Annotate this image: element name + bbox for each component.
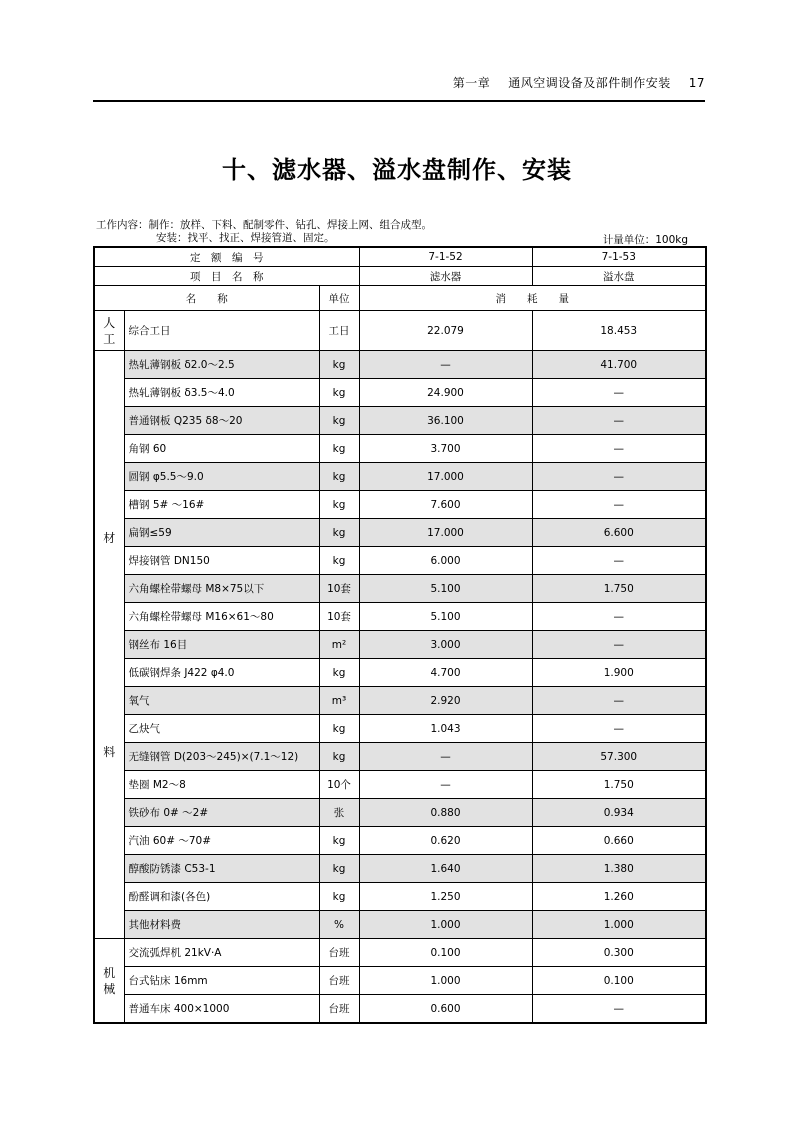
item-name-cell: 钢丝布 16目 (124, 631, 319, 659)
value-cell-2: 41.700 (532, 351, 706, 379)
unit-cell: kg (319, 491, 359, 519)
value-cell-2: 57.300 (532, 743, 706, 771)
item-name-cell: 焊接钢管 DN150 (124, 547, 319, 575)
item-name-cell: 热轧薄钢板 δ3.5～4.0 (124, 379, 319, 407)
value-cell-2: 0.934 (532, 799, 706, 827)
category-machine (94, 939, 124, 1024)
quota-code-1: 7-1-52 (359, 247, 532, 267)
value-cell-2: — (532, 547, 706, 575)
table-row (94, 311, 706, 351)
item-name-label: 项 目 名 称 (94, 267, 359, 286)
unit-cell: 10套 (319, 575, 359, 603)
category-material-label-top: 材 (103, 530, 116, 545)
chapter-label: 第一章 (452, 76, 491, 90)
section-title: 十、滤水器、溢水盘制作、安装 (222, 155, 572, 184)
unit-cell: m² (319, 631, 359, 659)
unit-cell: 台班 (319, 939, 359, 967)
value-cell-1: 0.620 (359, 827, 532, 855)
unit-cell: kg (319, 351, 359, 379)
value-cell-2: 1.380 (532, 855, 706, 883)
value-cell-2: — (532, 407, 706, 435)
unit-cell: kg (319, 547, 359, 575)
table-row (94, 883, 706, 911)
quota-table (93, 246, 707, 1024)
value-cell-2: 0.660 (532, 827, 706, 855)
table-row (94, 855, 706, 883)
value-cell-1: 1.000 (359, 967, 532, 995)
table-row (94, 771, 706, 799)
column-consumption-label: 消 耗 量 (359, 286, 706, 311)
table-row (94, 911, 706, 939)
page-number: 17 (688, 76, 705, 90)
unit-cell: 台班 (319, 995, 359, 1024)
item-name-cell: 普通钢板 Q235 δ8～20 (124, 407, 319, 435)
unit-cell: kg (319, 407, 359, 435)
value-cell-2: 1.750 (532, 575, 706, 603)
table-row (94, 939, 706, 967)
item-name-cell: 醇酸防锈漆 C53-1 (124, 855, 319, 883)
item-name-cell: 圆钢 φ5.5～9.0 (124, 463, 319, 491)
table-row (94, 631, 706, 659)
item-name-cell: 槽钢 5# ～16# (124, 491, 319, 519)
item-name-cell: 无缝钢管 D(203～245)×(7.1～12) (124, 743, 319, 771)
table-row (94, 687, 706, 715)
value-cell-1: 3.700 (359, 435, 532, 463)
table-row (94, 799, 706, 827)
item-name-cell: 铁砂布 0# ～2# (124, 799, 319, 827)
value-cell-1: — (359, 743, 532, 771)
work-content-line-1: 工作内容：制作：放样、下料、配制零件、钻孔、焊接上网、组合成型。 (96, 219, 432, 231)
unit-cell: kg (319, 519, 359, 547)
column-name-label: 名 称 (94, 286, 319, 311)
unit-cell: m³ (319, 687, 359, 715)
value-cell-2: 1.000 (532, 911, 706, 939)
value-cell-1: 5.100 (359, 603, 532, 631)
item-name-cell: 热轧薄钢板 δ2.0～2.5 (124, 351, 319, 379)
value-cell-2: 0.300 (532, 939, 706, 967)
unit-cell: kg (319, 855, 359, 883)
table-row (94, 379, 706, 407)
category-labor (94, 311, 124, 351)
item-name-cell: 氧气 (124, 687, 319, 715)
quota-no-label: 定 额 编 号 (94, 247, 359, 267)
value-cell-1: 1.000 (359, 911, 532, 939)
unit-cell: 10套 (319, 603, 359, 631)
category-material-label-bottom: 料 (103, 744, 116, 759)
item-name-cell: 角钢 60 (124, 435, 319, 463)
column-unit-label: 单位 (319, 286, 359, 311)
value-cell-2: 1.900 (532, 659, 706, 687)
item-name-1: 滤水器 (359, 267, 532, 286)
value-cell-2: — (532, 715, 706, 743)
table-row (94, 967, 706, 995)
value-cell-2: — (532, 603, 706, 631)
quota-code-2: 7-1-53 (532, 247, 706, 267)
value-cell-1: 1.043 (359, 715, 532, 743)
item-name-cell: 垫圈 M2～8 (124, 771, 319, 799)
work-content-line-2: 安装：找平、找正、焊接管道、固定。 (156, 232, 335, 244)
item-name-cell: 其他材料费 (124, 911, 319, 939)
value-cell-1: — (359, 351, 532, 379)
value-cell-1: 3.000 (359, 631, 532, 659)
value-cell-2: — (532, 379, 706, 407)
unit-cell: kg (319, 883, 359, 911)
unit-cell: kg (319, 659, 359, 687)
item-name-cell: 六角螺栓带螺母 M8×75以下 (124, 575, 319, 603)
value-cell-1: 0.880 (359, 799, 532, 827)
table-row (94, 491, 706, 519)
value-cell-1: — (359, 771, 532, 799)
value-cell-2: — (532, 631, 706, 659)
table-row (94, 407, 706, 435)
value-cell-1: 5.100 (359, 575, 532, 603)
table-row (94, 827, 706, 855)
header-row-item-name (94, 267, 706, 286)
category-machine-label: 机械 (103, 965, 116, 996)
value-cell-1: 7.600 (359, 491, 532, 519)
item-name-cell: 汽油 60# ～70# (124, 827, 319, 855)
table-row (94, 715, 706, 743)
value-cell-2: 1.750 (532, 771, 706, 799)
value-cell-2: — (532, 435, 706, 463)
table-row (94, 435, 706, 463)
unit-cell: 台班 (319, 967, 359, 995)
unit-cell: kg (319, 715, 359, 743)
value-cell-1: 22.079 (359, 311, 532, 351)
unit-cell: kg (319, 463, 359, 491)
table-row (94, 351, 706, 379)
item-name-cell: 台式钻床 16mm (124, 967, 319, 995)
value-cell-2: 1.260 (532, 883, 706, 911)
unit-cell: % (319, 911, 359, 939)
unit-cell: kg (319, 435, 359, 463)
value-cell-1: 17.000 (359, 463, 532, 491)
category-labor-label: 人工 (103, 315, 116, 346)
item-name-cell: 乙炔气 (124, 715, 319, 743)
item-name-cell: 普通车床 400×1000 (124, 995, 319, 1024)
value-cell-1: 24.900 (359, 379, 532, 407)
running-header (93, 74, 705, 91)
value-cell-1: 17.000 (359, 519, 532, 547)
unit-note: 计量单位：100kg (602, 234, 688, 246)
table-row (94, 463, 706, 491)
table-row (94, 995, 706, 1024)
value-cell-1: 2.920 (359, 687, 532, 715)
item-name-cell: 低碳钢焊条 J422 φ4.0 (124, 659, 319, 687)
value-cell-2: 18.453 (532, 311, 706, 351)
chapter-title: 通风空调设备及部件制作安装 (508, 76, 671, 90)
unit-cell: kg (319, 827, 359, 855)
item-name-cell: 交流弧焊机 21kV·A (124, 939, 319, 967)
value-cell-1: 1.640 (359, 855, 532, 883)
value-cell-2: — (532, 995, 706, 1024)
table-row (94, 603, 706, 631)
item-name-2: 溢水盘 (532, 267, 706, 286)
table-row (94, 575, 706, 603)
category-material (94, 351, 124, 939)
unit-cell: 工日 (319, 311, 359, 351)
value-cell-2: — (532, 463, 706, 491)
table-row (94, 743, 706, 771)
value-cell-1: 4.700 (359, 659, 532, 687)
unit-cell: 10个 (319, 771, 359, 799)
table-row (94, 547, 706, 575)
value-cell-2: — (532, 491, 706, 519)
value-cell-1: 0.600 (359, 995, 532, 1024)
table-row (94, 659, 706, 687)
value-cell-1: 6.000 (359, 547, 532, 575)
header-rule (93, 100, 705, 102)
unit-cell: kg (319, 743, 359, 771)
value-cell-2: — (532, 687, 706, 715)
item-name-cell: 扁钢≤59 (124, 519, 319, 547)
value-cell-1: 1.250 (359, 883, 532, 911)
item-name-cell: 酚醛调和漆(各色) (124, 883, 319, 911)
value-cell-2: 0.100 (532, 967, 706, 995)
header-row-columns (94, 286, 706, 311)
header-row-quota-no (94, 247, 706, 267)
unit-cell: 张 (319, 799, 359, 827)
item-name-cell: 综合工日 (124, 311, 319, 351)
value-cell-1: 0.100 (359, 939, 532, 967)
value-cell-2: 6.600 (532, 519, 706, 547)
item-name-cell: 六角螺栓带螺母 M16×61～80 (124, 603, 319, 631)
table-row (94, 519, 706, 547)
value-cell-1: 36.100 (359, 407, 532, 435)
unit-cell: kg (319, 379, 359, 407)
